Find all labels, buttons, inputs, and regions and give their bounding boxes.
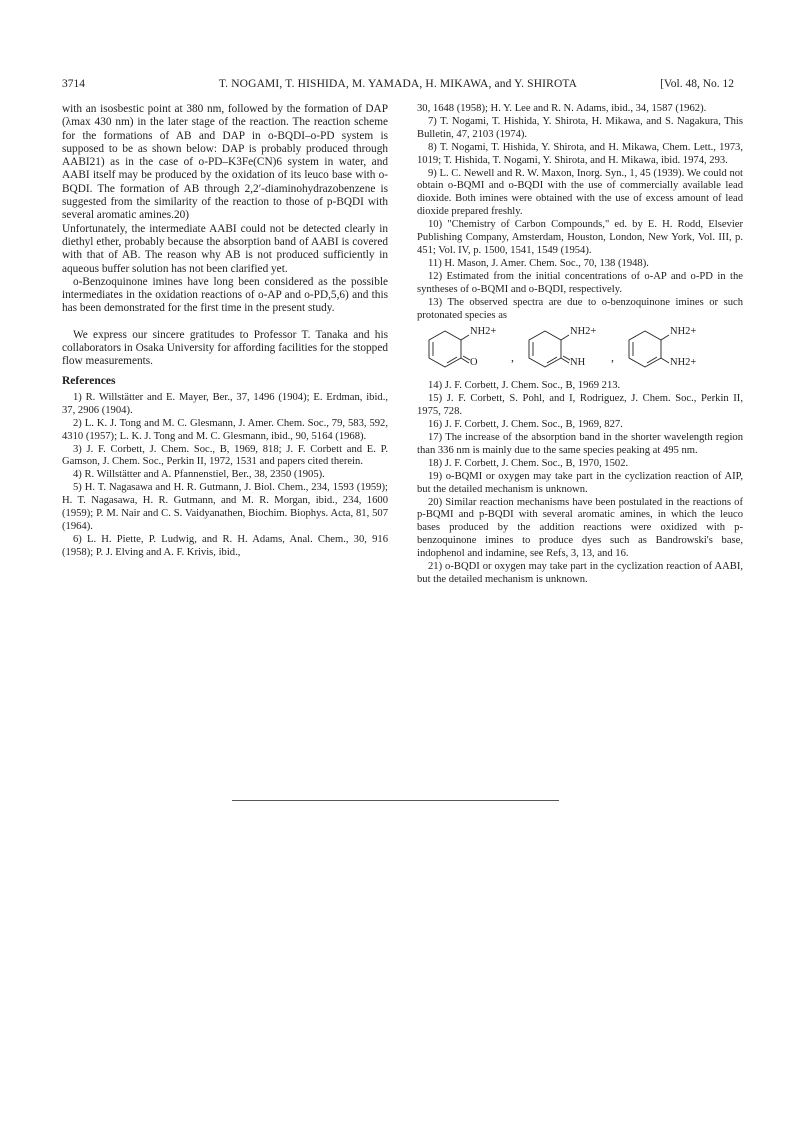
reference-item: 5) H. T. Nagasawa and H. R. Gutmann, J. Biol. Chem., 234, 1593 (1959); H. T. Nagasawa, H. R. Gutmann, and M. R. Morgan, ibid., 234, 1600 (1959); P. M. Nair and C. S. Vaidyanathen, Biochim. Biophys. Acta, 81, 507 (1964).	[62, 482, 388, 532]
left-column	[62, 103, 388, 560]
header-volume: [Vol. 48, No. 12	[660, 78, 734, 90]
reference-item: 1) R. Willstätter and E. Mayer, Ber., 37, 1496 (1904); E. Erdman, ibid., 37, 2906 (1904).	[62, 391, 388, 416]
reference-item: 8) T. Nogami, T. Hishida, Y. Shirota, and H. Mikawa, Chem. Lett., 1973, 1019; T. Hishida, T. Nogami, Y. Shirota, and H. Mikawa, ibid. 1974, 293.	[417, 141, 743, 166]
reference-item: 30, 1648 (1958); H. Y. Lee and R. N. Adams, ibid., 34, 1587 (1962).	[417, 103, 707, 114]
reference-item: 18) J. F. Corbett, J. Chem. Soc., B, 1970, 1502.	[428, 457, 629, 469]
reference-item: 20) Similar reaction mechanisms have been postulated in the reactions of p-BQMI and p-BQDI with several aromatic amines, in which the leuco bases produced by the addition reactions were oxidized with p-benzoquinone imines to produce dyes such as Bandrowski's base, indophenol and indamine, see Refs, 3, 13, and 16.	[417, 496, 743, 560]
ring-icon	[429, 331, 470, 367]
reference-item: 14) J. F. Corbett, J. Chem. Soc., B, 1969 213.	[428, 380, 621, 392]
structure-label: O	[470, 357, 478, 369]
reference-item: 2) L. K. J. Tong and M. C. Glesmann, J. Amer. Chem. Soc., 79, 583, 592, 4310 (1957); L. K. J. Tong and M. C. Glesmann, ibid., 90, 5164 (1968).	[62, 417, 388, 442]
body-paragraph: with an isosbestic point at 380 nm, followed by the formation of DAP (λmax 430 nm) in the later stage of the reaction. The reaction scheme for the formations of AB and DAP in o-BQDI–o-PD system is supposed to be as shown below: DAP is probably produced through AABI21) as in the case of o-PD–K3Fe(CN)6 system in water, and AABI itself may be produced by the oxidation of its leuco base with o-BQDI. The formation of AB through 2,2′-diaminohydrazobenzene is suggested from the similarity of the reaction to those of p-BQDI with several aromatic amines.20)	[62, 103, 388, 222]
reference-item: 9) L. C. Newell and R. W. Maxon, Inorg. Syn., 1, 45 (1939). We could not obtain o-BQMI and o-BQDI with the use of commercially available lead dioxide. Both imines were obtained with the use of excess amount of lead dioxide prepared freshly.	[417, 167, 743, 218]
reference-item: 12) Estimated from the initial concentrations of o-AP and o-PD in the syntheses of o-BQMI and o-BQDI, respectively.	[417, 270, 743, 295]
reference-item: 3) J. F. Corbett, J. Chem. Soc., B, 1969, 818; J. F. Corbett and E. P. Gamson, J. Chem. Soc., Perkin II, 1972, 1531 and papers cited therein.	[62, 443, 388, 468]
structure-separator: ,	[611, 350, 614, 365]
structure-label: NH2+	[670, 326, 697, 338]
reference-item: 13) The observed spectra are due to o-benzoquinone imines or such protonated species as	[417, 296, 743, 321]
structure-label: NH	[570, 357, 586, 369]
reference-item: 15) J. F. Corbett, S. Pohl, and I, Rodriguez, J. Chem. Soc., Perkin II, 1975, 728.	[417, 393, 743, 418]
reference-item: 16) J. F. Corbett, J. Chem. Soc., B, 1969, 827.	[428, 419, 623, 431]
reference-item: 19) o-BQMI or oxygen may take part in the cyclization reaction of AIP, but the detailed mechanism is unknown.	[417, 470, 743, 495]
references-heading: References	[62, 374, 116, 387]
structures-figure	[417, 325, 743, 377]
structure-label: NH2+	[570, 326, 597, 338]
page-number: 3714	[62, 78, 85, 90]
right-column	[417, 103, 743, 587]
structure-label: NH2+	[670, 357, 697, 369]
reference-item: 11) H. Mason, J. Amer. Chem. Soc., 70, 138 (1948).	[428, 257, 649, 269]
body-paragraph: Unfortunately, the intermediate AABI could not be detected clearly in diethyl ether, probably because the absorption band of AABI is covered with that of AB. The reason why AB is not produced sufficiently in aqueous buffer solution has not been clarified yet.	[62, 222, 388, 275]
body-paragraph: o-Benzoquinone imines have long been considered as the possible intermediates in the oxidation reactions of o-AP and o-PD,5,6) and this has been demonstrated for the first time in the present study.	[62, 275, 388, 315]
reference-item: 7) T. Nogami, T. Hishida, Y. Shirota, H. Mikawa, and S. Nagakura, This Bulletin, 47, 2103 (1974).	[417, 115, 743, 140]
ring-icon	[629, 331, 669, 367]
reference-item: 6) L. H. Piette, P. Ludwig, and R. H. Adams, Anal. Chem., 30, 916 (1958); P. J. Elving and A. F. Krivis, ibid.,	[62, 533, 388, 558]
running-header	[62, 76, 734, 92]
reference-item: 21) o-BQDI or oxygen may take part in the cyclization reaction of AABI, but the detailed mechanism is unknown.	[417, 561, 743, 585]
header-authors: T. NOGAMI, T. HISHIDA, M. YAMADA, H. MIKAWA, and Y. SHIROTA	[218, 78, 578, 90]
reference-item: 4) R. Willstätter and A. Pfannenstiel, Ber., 38, 2350 (1905).	[73, 469, 325, 481]
structure-label: NH2+	[470, 326, 497, 338]
ring-icon	[529, 331, 570, 367]
reference-item: 10) "Chemistry of Carbon Compounds," ed. by E. H. Rodd, Elsevier Publishing Company, Amsterdam, Houston, London, New York, Vol. III, p. 451; Vol. IV, p. 1500, 1541, 1549 (1954).	[417, 219, 743, 256]
structure-separator: ,	[511, 350, 514, 365]
reference-item: 17) The increase of the absorption band in the shorter wavelength region than 336 nm is mainly due to the same species peaking at 495 nm.	[417, 432, 743, 456]
acknowledgement: We express our sincere gratitudes to Professor T. Tanaka and his collaborators in Osaka University for affording facilities for the stopped flow measurements.	[62, 328, 388, 368]
end-rule	[232, 800, 559, 801]
